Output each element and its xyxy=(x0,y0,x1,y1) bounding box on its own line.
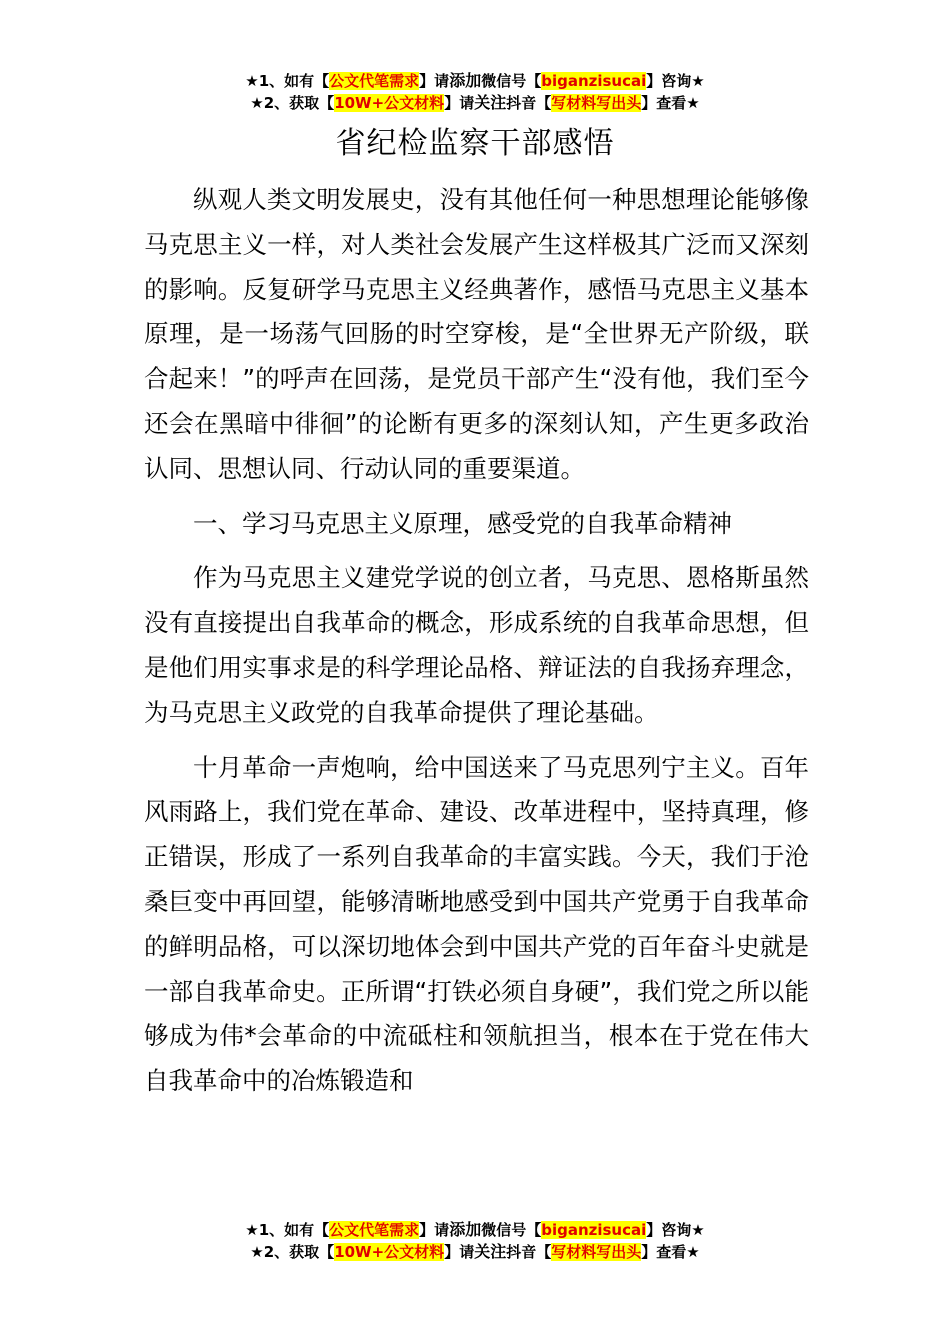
document-title: 省纪检监察干部感悟 xyxy=(335,126,615,161)
banner-text: 】咨询★ xyxy=(646,72,705,90)
banner-line-2 xyxy=(0,92,950,114)
highlight-text: 公文代笔需求 xyxy=(329,72,420,90)
highlight-text: 10W+公文材料 xyxy=(334,1243,445,1261)
douyin-highlight: 写材料写出头 xyxy=(551,94,642,112)
paragraph: 作为马克思主义建党学说的创立者，马克思、恩格斯虽然没有直接提出自我革命的概念，形成系统的自我革命思想，但是他们用实事求是的科学理论品格、辩证法的自我扬弃理念，为马克思主义政党的自我革命提供了理论基础。 xyxy=(144,563,809,727)
section-heading: 一、学习马克思主义原理，感受党的自我革命精神 xyxy=(193,508,732,538)
banner-text: ★1、如有【 xyxy=(245,1221,330,1239)
banner-text: 】查看★ xyxy=(641,1243,700,1261)
banner-line-2 xyxy=(0,1241,950,1263)
banner-line-1 xyxy=(0,1219,950,1241)
header-banner xyxy=(0,70,950,114)
banner-text: 】请 xyxy=(419,1221,450,1239)
banner-text: 微信号【 xyxy=(481,1221,542,1239)
banner-text: ★2、获取【 xyxy=(250,94,335,112)
banner-text: 微信号【 xyxy=(481,72,542,90)
banner-line-1 xyxy=(0,70,950,92)
douyin-highlight: 写材料写出头 xyxy=(551,1243,642,1261)
banner-text: 】请 xyxy=(444,94,475,112)
highlight-text: 公文代笔需求 xyxy=(329,1221,420,1239)
wechat-id-highlight: biganzisucai xyxy=(541,1221,647,1239)
banner-text: 抖音【 xyxy=(506,1243,552,1261)
banner-text: ★1、如有【 xyxy=(245,72,330,90)
banner-text: ★2、获取【 xyxy=(250,1243,335,1261)
document-body xyxy=(144,178,809,1104)
banner-text: 】请 xyxy=(444,1243,475,1261)
banner-emphasis: 关注 xyxy=(474,1242,507,1261)
banner-text: 】查看★ xyxy=(641,94,700,112)
banner-text: 抖音【 xyxy=(506,94,552,112)
banner-emphasis: 添加 xyxy=(449,1220,482,1239)
banner-emphasis: 关注 xyxy=(474,93,507,112)
footer-banner xyxy=(0,1219,950,1263)
banner-text: 】咨询★ xyxy=(646,1221,705,1239)
banner-emphasis: 添加 xyxy=(449,71,482,90)
highlight-text: 10W+公文材料 xyxy=(334,94,445,112)
paragraph: 纵观人类文明发展史，没有其他任何一种思想理论能够像马克思主义一样，对人类社会发展产生这样极其广泛而又深刻的影响。反复研学马克思主义经典著作，感悟马克思主义基本原理，是一场荡气回肠的时空穿梭，是“全世界无产阶级，联合起来！”的呼声在回荡，是党员干部产生“没有他，我们至今还会在黑暗中徘徊”的论断有更多的深刻认知，产生更多政治认同、思想认同、行动认同的重要渠道。 xyxy=(144,185,809,483)
paragraph: 十月革命一声炮响，给中国送来了马克思列宁主义。百年风雨路上，我们党在革命、建设、改革进程中，坚持真理，修正错误，形成了一系列自我革命的丰富实践。今天，我们于沧桑巨变中再回望，能够清晰地感受到中国共产党勇于自我革命的鲜明品格，可以深切地体会到中国共产党的百年奋斗史就是一部自我革命史。正所谓“打铁必须自身硬”，我们党之所以能够成为伟*会革命的中流砥柱和领航担当，根本在于党在伟大自我革命中的冶炼锻造和 xyxy=(144,752,809,1096)
wechat-id-highlight: biganzisucai xyxy=(541,72,647,90)
banner-text: 】请 xyxy=(419,72,450,90)
